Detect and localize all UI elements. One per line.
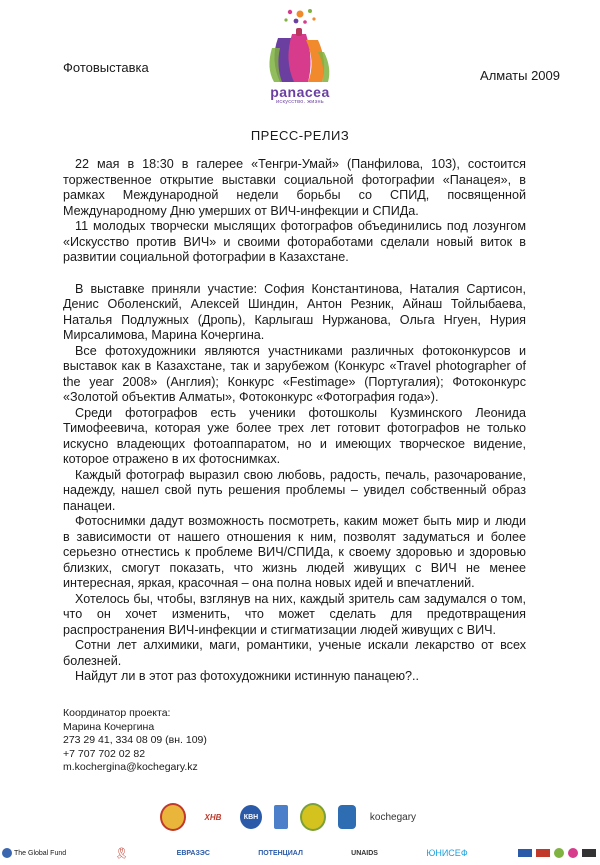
coordinator-contacts <box>63 707 207 775</box>
paragraph: Все фотохудожники являются участниками различных фотоконкурсов и выставок как в Казахстане, так и зарубежом (Конкурс «Travel photographer of the year 2008» (Англия); Конкурс «Festimage» (Португалия); Фотоконкурс «Золотой объектив Алматы», Фотоконкурс «Фотография года»). <box>63 343 526 404</box>
sponsor-unaids: UNAIDS <box>351 849 378 857</box>
sponsor-unicef: ЮНИСЕФ <box>426 848 468 858</box>
sponsor-global-fund <box>2 848 66 858</box>
sponsor-emblem-icon <box>160 803 186 831</box>
page-title: ПРЕСС-РЕЛИЗ <box>250 128 350 143</box>
paragraph: Фотоснимки дадут возможность посмотреть, каким может быть мир и люди в зависимости от нашего отношения к ним, позволят задуматься и более серьезно отнестись к проблеме ВИЧ/СПИДа, к своему здоровью и здоровью близких, смогут показать, что жизнь людей живущих с ВИЧ не менее интересная, яркая, красочная – она полна новых идей и впечатлений. <box>63 514 526 590</box>
paragraph: Сотни лет алхимики, маги, романтики, ученые искали лекарство от всех болезней. <box>63 638 526 668</box>
sponsor-logos-top <box>160 800 430 834</box>
panacea-logo-icon <box>252 8 348 86</box>
sponsor-globe-icon <box>300 803 326 831</box>
paragraph: Каждый фотограф выразил свою любовь, радость, печаль, разочарование, надежду, нашел свой путь решения проблемы – увидел собственный образ панацеи. <box>63 467 526 513</box>
sponsor-square-icon <box>338 805 356 829</box>
panacea-logo <box>252 8 348 106</box>
paragraph: Найдут ли в этот раз фотохудожники истинную панацею?.. <box>75 669 420 683</box>
coordinator-email[interactable]: m.kochergina@kochegary.kz <box>63 761 198 774</box>
paragraph: Среди фотографов есть ученики фотошколы Кузминского Леонида Тимофеевича, которая уже более трех лет готовит фотографов не только искусно владеющих фотоаппаратом, но и имеющих творческое видение, которое отражено в их фотоснимках. <box>63 405 526 466</box>
paragraph: 11 молодых творчески мыслящих фотографов объединились под лозунгом «Искусство против ВИЧ» и своими фотоработами сделали новый виток в развитии социальной фотографии в Казахстане. <box>63 219 526 264</box>
sponsor-misc-logos <box>516 848 598 858</box>
sponsor-kochegary-logo: kochegary <box>369 811 417 823</box>
coordinator-label: Координатор проекта: <box>63 707 171 719</box>
paragraph: 22 мая в 18:30 в галерее «Тенгри-Умай» (Панфилова, 103), состоится торжественное открытие выставки социальной фотографии «Панацея», в рамках Международной недели борьбы со СПИД, посвященной Международному Дню умерших от ВИЧ-инфекции и СПИДа. <box>63 157 526 218</box>
global-fund-label: The Global Fund <box>14 849 67 857</box>
logo-word: panacea <box>270 84 330 100</box>
paragraph: Хотелось бы, чтобы, взглянув на них, каждый зритель сам задумался о том, что он хочет изменить, что может сделать для предотвращения распространения ВИЧ-инфекции и стигматизации людей живущих с ВИЧ. <box>63 591 526 637</box>
header-exhibition-label: Фотовыставка <box>63 60 149 75</box>
sponsor-hnv-logo: ХНВ <box>204 812 222 822</box>
sponsor-blue-icon <box>274 805 288 829</box>
sponsor-evrazes: ЕВРАЗЭС <box>176 849 210 857</box>
coordinator-phone: 273 29 41, 334 08 09 (вн. 109) <box>63 734 207 747</box>
sponsor-logos-bottom <box>0 843 600 863</box>
coordinator-mobile: +7 707 702 02 82 <box>63 747 146 760</box>
red-ribbon-icon: 🎗 <box>114 847 129 860</box>
press-release-body <box>63 157 526 685</box>
sponsor-kvn-logo: КВН <box>240 805 262 829</box>
sponsor-potencial: ПОТЕНЦИАЛ <box>258 849 303 857</box>
header-city-year: Алматы 2009 <box>480 68 560 83</box>
coordinator-name: Марина Кочергина <box>63 720 155 733</box>
paragraph: В выставке приняли участие: София Константинова, Наталия Сартисон, Денис Оболенский, Алексей Шиндин, Антон Резник, Айнаш Тойлыбаева, Наталья Подлужных (Дропь), Карлыгаш Нуржанова, Ольга Нгуен, Нурия Мирсалимова, Марина Кочергина. <box>63 281 526 342</box>
logo-tagline: искусство. жизнь <box>276 99 324 105</box>
global-fund-icon <box>2 848 12 858</box>
